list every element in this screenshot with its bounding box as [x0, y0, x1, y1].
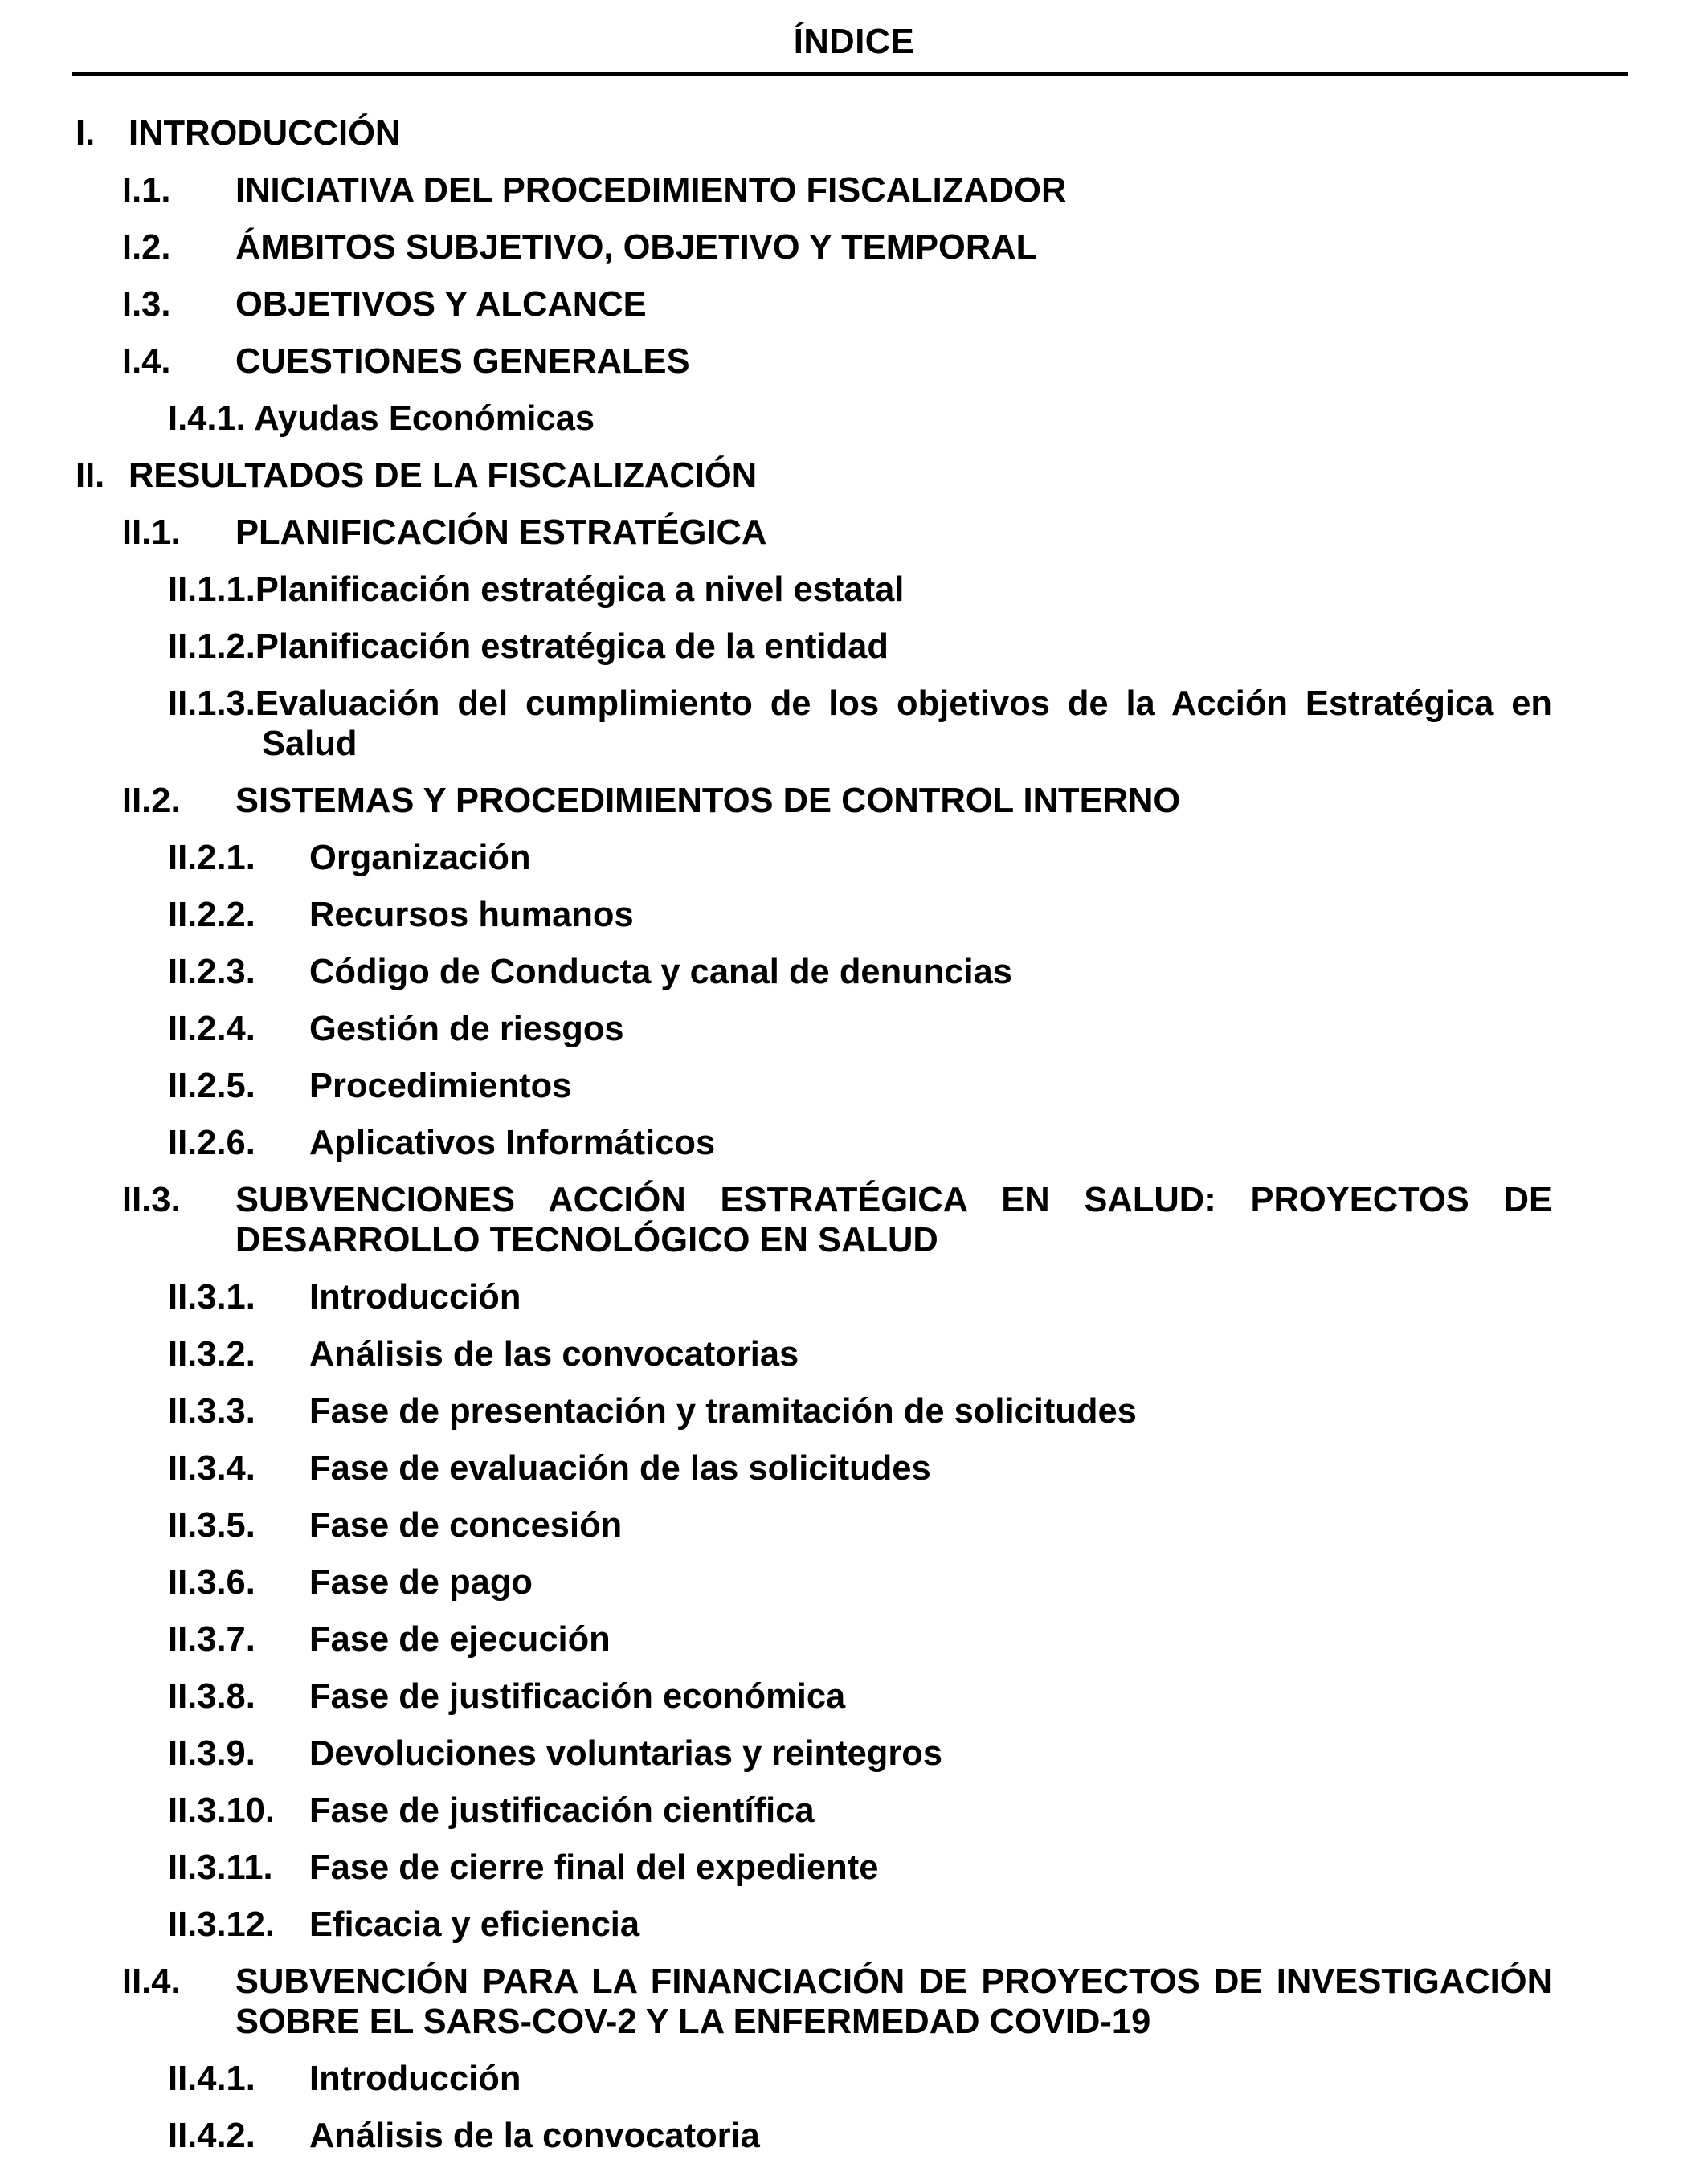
toc-entry-text: Fase de justificación económica — [309, 1677, 846, 1716]
toc-entry-text: Organización — [309, 839, 531, 877]
toc-entry-text: Análisis de las convocatorias — [309, 1335, 799, 1374]
toc-entry-text: Devoluciones voluntarias y reintegros — [309, 1734, 943, 1773]
toc-entry — [168, 2059, 1552, 2099]
toc-entry-text: RESULTADOS DE LA FISCALIZACIÓN — [129, 456, 758, 495]
toc-entry-number: II.2.3. — [168, 953, 255, 991]
toc-entry — [122, 512, 1552, 553]
toc-entry-text: Planificación estratégica a nivel estatal — [255, 570, 905, 609]
toc-entry — [76, 455, 1552, 496]
toc-entry — [168, 1505, 1552, 1545]
toc-entry — [168, 1847, 1552, 1888]
toc-entry-number: II.2. — [122, 782, 181, 820]
toc-entry — [168, 1066, 1552, 1106]
toc-entry — [122, 227, 1552, 267]
toc-entry-text: Aplicativos Informáticos — [309, 1124, 716, 1162]
toc-entry — [76, 113, 1552, 153]
toc-entry — [168, 2116, 1552, 2156]
toc-entry-number: II.2.2. — [168, 896, 255, 934]
toc-entry-text: Recursos humanos — [309, 896, 634, 934]
toc-entry — [168, 1391, 1552, 1431]
toc-entry — [168, 684, 1552, 764]
toc-entry — [168, 1676, 1552, 1717]
toc-entry-text: Planificación estratégica de la entidad — [255, 627, 889, 666]
toc-entry-number: I. — [76, 114, 96, 153]
toc-entry-number: II.2.6. — [168, 1124, 255, 1162]
toc-entry — [168, 398, 1552, 439]
toc-entry-number: I.1. — [122, 171, 171, 210]
toc-entry-number: II.3.5. — [168, 1506, 255, 1545]
toc-entry-text: CUESTIONES GENERALES — [235, 342, 690, 381]
toc-entry-text: Fase de justificación científica — [309, 1791, 815, 1830]
toc-entry — [168, 1448, 1552, 1488]
toc-entry-number: I.4. — [122, 342, 171, 381]
title-divider — [72, 72, 1628, 76]
toc-entry-text: PLANIFICACIÓN ESTRATÉGICA — [235, 513, 767, 552]
toc-entry — [168, 1334, 1552, 1374]
toc-entry-text: Gestión de riesgos — [309, 1010, 624, 1048]
page-title: ÍNDICE — [793, 22, 915, 61]
toc-entry-text: Introducción — [309, 2060, 521, 2098]
toc-entry — [122, 341, 1552, 382]
toc-entry-number: II.3.9. — [168, 1734, 255, 1773]
toc-entry-number: II.3.10. — [168, 1791, 276, 1830]
toc-entry-number: II.3.7. — [168, 1620, 255, 1659]
toc-entry-text: Procedimientos — [309, 1067, 572, 1105]
toc-entry-text: Análisis de la convocatoria — [309, 2117, 760, 2155]
toc-entry-text: Código de Conducta y canal de denuncias — [309, 953, 1012, 991]
toc-entry-number: II.1. — [122, 513, 181, 552]
toc-entry-text: Introducción — [309, 1278, 521, 1317]
toc-entry-number: II.4. — [122, 1962, 181, 2001]
toc-entry-number: II.1.3. — [168, 684, 255, 723]
toc-entry — [168, 895, 1552, 935]
toc-entry-text: Evaluación del cumplimiento de los objetivos de la Acción Estratégica en Salud — [255, 684, 1552, 763]
toc-entry — [122, 284, 1552, 325]
toc-entry — [168, 627, 1552, 667]
toc-entry — [168, 1733, 1552, 1774]
toc-entry — [168, 1790, 1552, 1831]
toc-entry-text: Fase de ejecución — [309, 1620, 611, 1659]
toc-entry — [168, 1562, 1552, 1603]
toc-entry-number: II.4.2. — [168, 2117, 255, 2155]
toc-entry-text: SISTEMAS Y PROCEDIMIENTOS DE CONTROL INTERNO — [235, 782, 1181, 820]
toc-entry — [168, 1619, 1552, 1660]
toc-entry-text: Fase de presentación y tramitación de solicitudes — [309, 1392, 1137, 1431]
toc-entry-text: Ayudas Económicas — [254, 399, 595, 438]
toc-entry — [168, 1277, 1552, 1317]
toc-entry — [168, 570, 1552, 610]
toc-entry — [122, 170, 1552, 210]
toc-entry-number: I.2. — [122, 228, 171, 267]
toc-entry-text: Eficacia y eficiencia — [309, 1905, 640, 1944]
toc-entry-number: II.3.2. — [168, 1335, 255, 1374]
toc-entry-text: Fase de evaluación de las solicitudes — [309, 1449, 931, 1488]
toc-entry-number: II.2.5. — [168, 1067, 255, 1105]
toc-entry-number: II.3.6. — [168, 1563, 255, 1602]
toc-entry-text: SUBVENCIONES ACCIÓN ESTRATÉGICA EN SALUD: PROYECTOS DE DESARROLLO TECNOLÓGICO EN SALUD — [235, 1181, 1552, 1260]
toc-entry-text: OBJETIVOS Y ALCANCE — [235, 285, 647, 324]
toc-entry — [122, 1180, 1552, 1260]
toc-entry — [168, 1905, 1552, 1945]
toc-entry-number: II.3.8. — [168, 1677, 255, 1716]
toc-entry-number: I.4.1. — [168, 399, 246, 438]
toc-entry-number: II.1.1. — [168, 570, 255, 609]
toc-entry-text: Fase de cierre final del expediente — [309, 1848, 879, 1887]
toc-entry-number: II.2.1. — [168, 839, 255, 877]
toc-entry-number: II.3.4. — [168, 1449, 255, 1488]
toc-entry-number: II. — [76, 456, 105, 495]
toc-entry-text: ÁMBITOS SUBJETIVO, OBJETIVO Y TEMPORAL — [235, 228, 1038, 267]
toc-entry-number: II.3.12. — [168, 1905, 276, 1944]
toc-entry-text: INTRODUCCIÓN — [129, 114, 401, 153]
toc-entry — [168, 1009, 1552, 1049]
toc-entry-number: II.2.4. — [168, 1010, 255, 1048]
toc-entry-number: II.3.1. — [168, 1278, 255, 1317]
toc-entry-number: II.3. — [122, 1181, 181, 1219]
toc-entry-number: I.3. — [122, 285, 171, 324]
toc-entry-text: SUBVENCIÓN PARA LA FINANCIACIÓN DE PROYECTOS DE INVESTIGACIÓN SOBRE EL SARS-COV-2 Y LA ENFERMEDAD COVID-19 — [235, 1962, 1552, 2041]
toc-entry-text: Fase de pago — [309, 1563, 533, 1602]
toc-entry — [168, 952, 1552, 992]
toc-entry-text: INICIATIVA DEL PROCEDIMIENTO FISCALIZADOR — [235, 171, 1067, 210]
toc-list — [0, 113, 1552, 2156]
toc-entry-number: II.4.1. — [168, 2060, 255, 2098]
toc-entry-number: II.1.2. — [168, 627, 255, 666]
toc-entry — [122, 781, 1552, 821]
toc-entry — [122, 1962, 1552, 2042]
toc-entry — [168, 838, 1552, 878]
toc-entry-number: II.3.11. — [168, 1848, 273, 1887]
toc-entry — [168, 1123, 1552, 1163]
toc-entry-text: Fase de concesión — [309, 1506, 623, 1545]
toc-entry-number: II.3.3. — [168, 1392, 255, 1431]
